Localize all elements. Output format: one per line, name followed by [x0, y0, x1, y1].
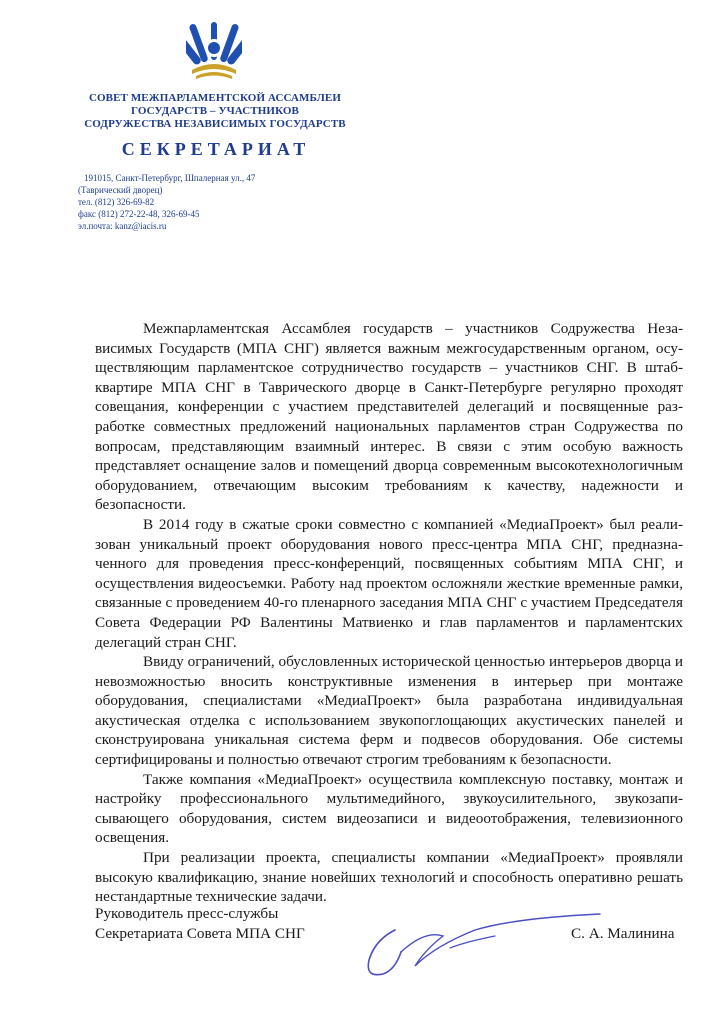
- paragraph: В 2014 году в сжатые сроки совместно с компанией «МедиаПроект» был реализован уникальный проект оборудования нового пресс-центра МПА СНГ, предназначенного для проведения пресс-конференций, посвященных событиям МПА СНГ, и осуществления видеосъемки. Работу над проектом осложняли жесткие временные рамки, связанные с проведением 40-го пленарного заседания МПА СНГ с участием Председателя Совета Федерации РФ Валентины Матвиенко и глав парламентов и парламентских делегаций стран СНГ.: [95, 515, 683, 651]
- position-line: Секретариата Совета МПА СНГ: [95, 925, 305, 942]
- address-line: 191015, Санкт-Петербург, Шпалерная ул., 47: [84, 173, 256, 183]
- paragraph: При реализации проекта, специалисты компании «МедиаПроект» проявляли высокую квалификацию, знание новейших технологий и способность оперативно решать нестандартные технические задачи.: [95, 849, 683, 906]
- ipa-cis-emblem-logo: [186, 22, 242, 82]
- org-line: ГОСУДАРСТВ – УЧАСТНИКОВ: [131, 105, 299, 117]
- letter-body: [95, 319, 683, 907]
- contact-block: [78, 172, 255, 232]
- email-line: эл.почта: kanz@iacis.ru: [78, 221, 167, 231]
- paragraph: Ввиду ограничений, обусловленных исторической ценностью интерьеров дворца и невозможностью вносить конструктивные изменения в интерьер при монтаже оборудования, специалистами «МедиаПроект» была разработана индивидуальная акустическая отделка с использованием звукопоглощающих акустических панелей и сконструирована уникальная система ферм и подвесов оборудования. Обе системы сертифицированы и полностью отвечают строгим требованиям к безопасности.: [95, 653, 683, 769]
- fax-line: факс (812) 272-22-48, 326-69-45: [78, 209, 200, 219]
- position-line: Руководитель пресс-службы: [95, 905, 279, 922]
- address-note: (Таврический дворец): [78, 185, 163, 195]
- signatory-position: [95, 904, 305, 944]
- paragraph: Также компания «МедиаПроект» осуществила комплексную поставку, монтаж и настройку профессионального мультимедийного, звукоусилительного, звукозаписывающего оборудования, систем видеозаписи и видеоотображения, телевизионного освещения.: [95, 770, 683, 847]
- paragraph: Межпарламентская Ассамблея государств – участников Содружества Независимых Государств (МПА СНГ) является важным межгосударственным органом, осуществляющим парламентское сотрудничество государств – участников СНГ. В штабквартире МПА СНГ в Таврического дворце в Санкт-Петербурге регулярно проходят совещания, конференции с участием представителей делегаций и посвященные разработке совместных предложений национальных парламентов стран Содружества по вопросам, представляющим взаимный интерес. В связи с этим особую важность представляет оснащение залов и помещений дворца современным высокотехнологичным оборудованием, отвечающим высоким требованиям к качеству, надежности и безопасности.: [95, 320, 683, 514]
- organization-name: [70, 92, 360, 131]
- phone-line: тел. (812) 326-69-82: [78, 197, 155, 207]
- org-line: СОДРУЖЕСТВА НЕЗАВИСИМЫХ ГОСУДАРСТВ: [84, 118, 346, 130]
- handwritten-signature: [355, 900, 605, 990]
- org-line: СОВЕТ МЕЖПАРЛАМЕНТСКОЙ АССАМБЛЕИ: [88, 92, 342, 104]
- signatory-name: С. А. Малинина: [571, 925, 675, 942]
- department-title: СЕКРЕТАРИАТ: [121, 139, 311, 159]
